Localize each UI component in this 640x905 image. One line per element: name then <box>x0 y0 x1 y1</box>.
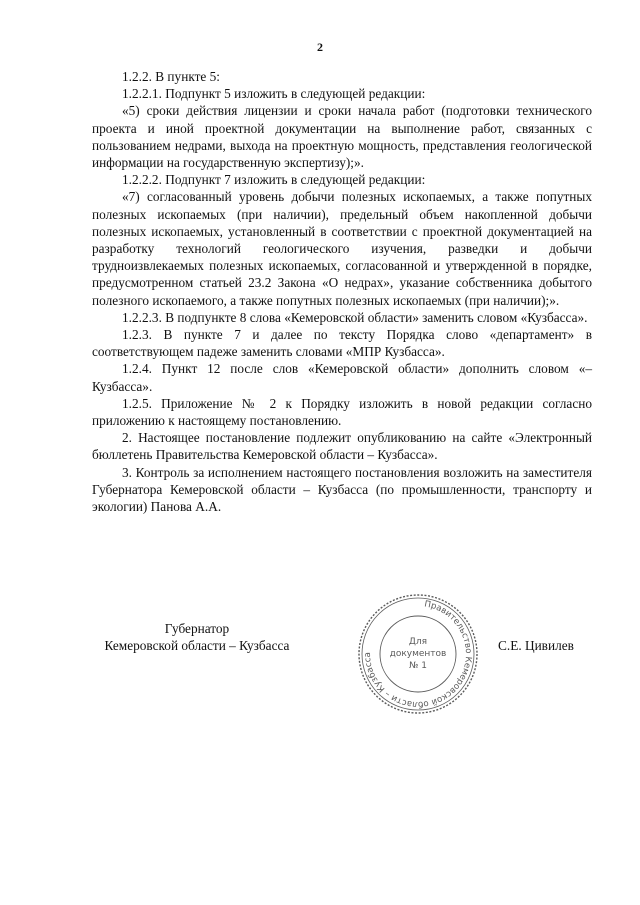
signature-block <box>0 620 640 730</box>
document-body <box>92 68 592 515</box>
paragraph: 2. Настоящее постановление подлежит опубликованию на сайте «Электронный бюллетень Правительства Кемеровской области – Кузбасса». <box>92 430 592 463</box>
official-stamp-icon <box>356 592 480 716</box>
paragraph: 1.2.2.3. В подпункте 8 слова «Кемеровской области» заменить словом «Кузбасса». <box>122 309 588 325</box>
stamp-ring-text: Правительство Кемеровской области – Кузбасса <box>362 599 474 710</box>
paragraph: 1.2.3. В пункте 7 и далее по тексту Порядка слово «департамент» в соответствующем падеже заменить словами «МПР Кузбасса». <box>92 327 592 360</box>
paragraph: 1.2.5. Приложение № 2 к Порядку изложить в новой редакции согласно приложению к настоящему постановлению. <box>92 395 592 429</box>
paragraph: «5) сроки действия лицензии и сроки начала работ (подготовки технического проекта и иной проектной документации на выполнение работ, связанных с пользованием недрами, выхода на проектную мощность, представления геологической информации на государственную экспертизу);». <box>92 103 592 171</box>
paragraph: 1.2.4. Пункт 12 после слов «Кемеровской области» дополнить словом «– Кузбасса». <box>92 361 592 394</box>
paragraph: «7) согласованный уровень добычи полезных ископаемых, а также попутных полезных ископаемых (при наличии), предельный объем накопленной добычи полезных ископаемых, установленный в соответствии с проектной документацией на разработку технологий геологического изучения, разведки и добычи трудноизвлекаемых полезных ископаемых, согласованной и утвержденной в порядке, предусмотренном статьей 23.2 Закона «О недрах», указание собственника добытого полезного ископаемого, а также попутных полезных ископаемых (при наличии);». <box>92 189 592 308</box>
paragraph: 1.2.2. В пункте 5: <box>122 69 220 84</box>
paragraph: 3. Контроль за исполнением настоящего постановления возложить на заместителя Губернатора Кемеровской области – Кузбасса (по промышленности, транспорту и экологии) Панова А.А. <box>92 464 592 515</box>
stamp-center-line2: документов <box>389 649 447 659</box>
signatory-title: Губернатор <box>164 621 230 636</box>
signatory-name: С.Е. Цивилев <box>498 638 574 653</box>
page-number: 2 <box>317 40 323 54</box>
paragraph: 1.2.2.1. Подпункт 5 изложить в следующей редакции: <box>122 86 426 102</box>
signatory-region: Кемеровской области – Кузбасса <box>104 638 290 653</box>
stamp-center-line3: № 1 <box>409 661 427 671</box>
signatory-position <box>92 620 302 654</box>
stamp-center-line1: Для <box>408 637 428 647</box>
paragraph: 1.2.2.2. Подпункт 7 изложить в следующей редакции: <box>122 172 426 188</box>
